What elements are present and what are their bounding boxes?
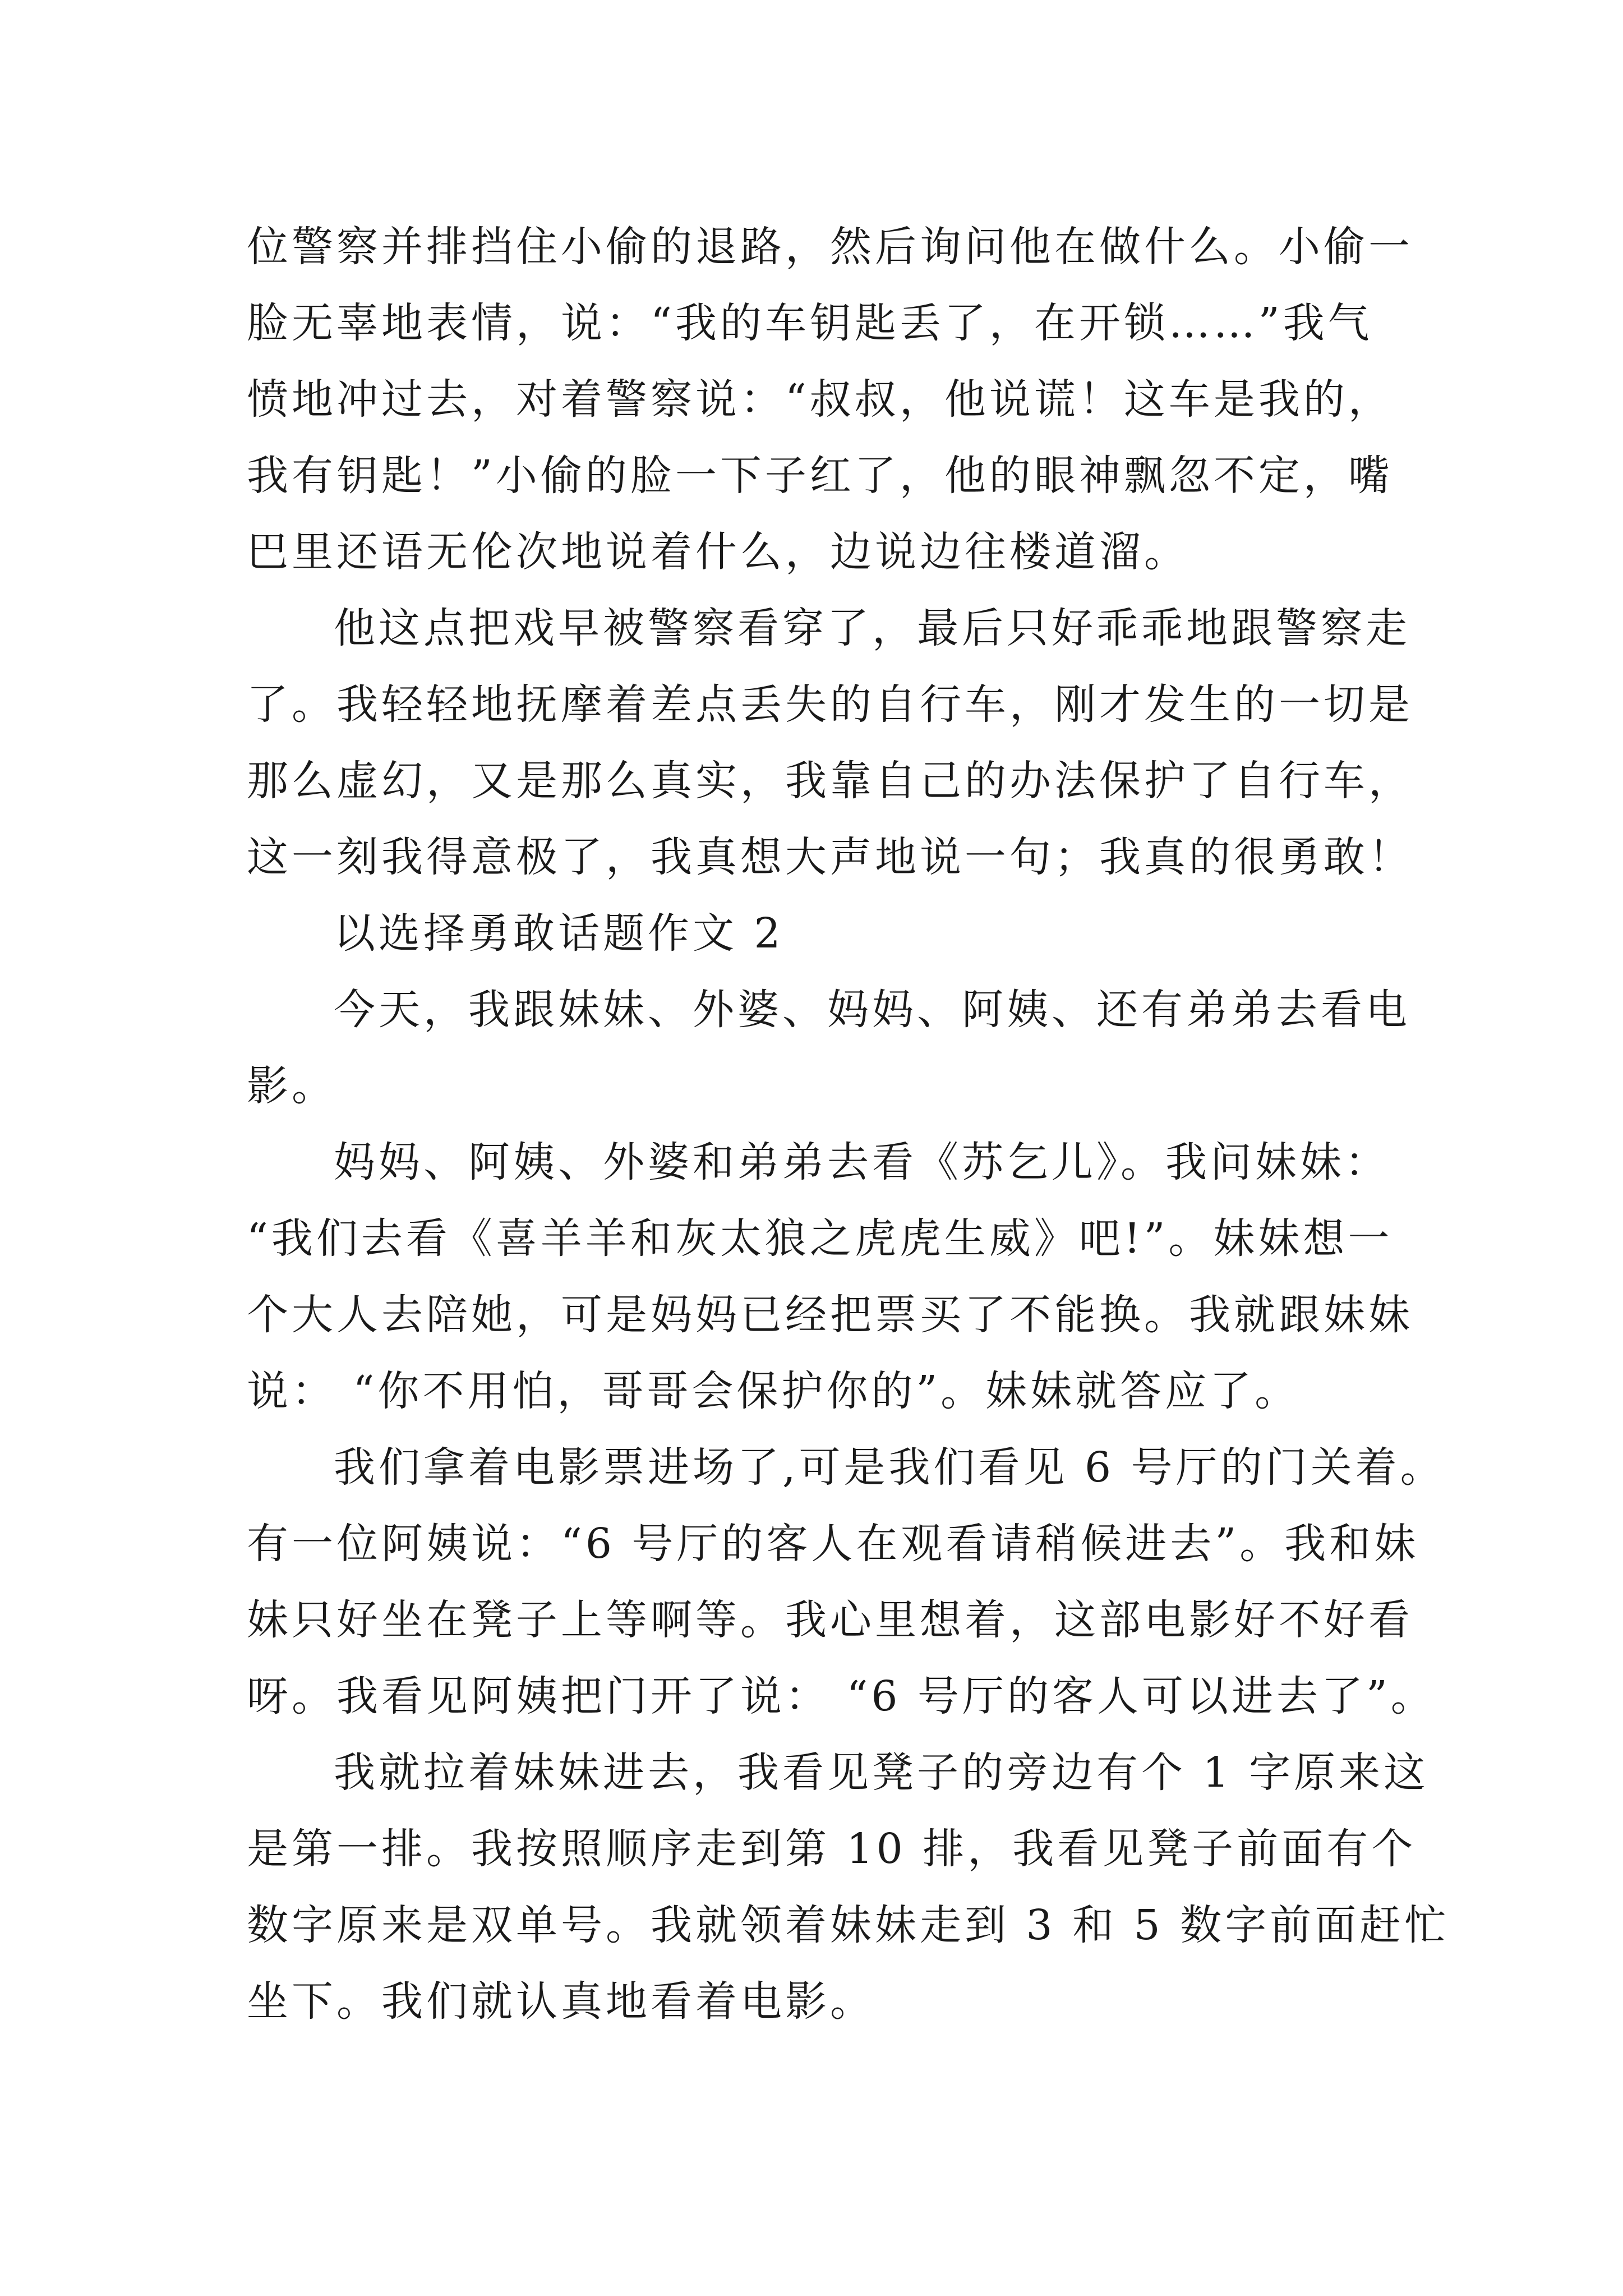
text-line: 我们拿着电影票进场了,可是我们看见 6 号厅的门关着。 bbox=[334, 1443, 1445, 1492]
text-line: 坐下。我们就认真地看着电影。 bbox=[247, 1977, 875, 2026]
text-line: 我有钥匙！”小偷的脸一下子红了，他的眼神飘忽不定，嘴 bbox=[247, 452, 1393, 500]
text-line: “我们去看《喜羊羊和灰太狼之虎虎生威》吧!”。妹妹想一 bbox=[247, 1214, 1393, 1263]
text-line: 他这点把戏早被警察看穿了，最后只好乖乖地跟警察走 bbox=[334, 604, 1410, 652]
text-line: 脸无辜地表情，说：“我的车钥匙丢了，在开锁……”我气 bbox=[247, 299, 1373, 347]
text-line: 影。 bbox=[247, 1062, 336, 1110]
text-line: 愤地冲过去，对着警察说：“叔叔，他说谎！这车是我的， bbox=[247, 375, 1393, 424]
text-line: 个大人去陪她，可是妈妈已经把票买了不能换。我就跟妹妹 bbox=[247, 1291, 1413, 1339]
text-line: 说： “你不用怕，哥哥会保护你的”。妹妹就答应了。 bbox=[247, 1367, 1300, 1415]
text-line: 今天，我跟妹妹、外婆、妈妈、阿姨、还有弟弟去看电 bbox=[334, 986, 1410, 1034]
text-line: 数字原来是双单号。我就领着妹妹走到 3 和 5 数字前面赶忙 bbox=[247, 1901, 1450, 1949]
text-line: 是第一排。我按照顺序走到第 10 排，我看见凳子前面有个 bbox=[247, 1825, 1417, 1873]
text-line: 巴里还语无伦次地说着什么，边说边往楼道溜。 bbox=[247, 528, 1189, 576]
text-line: 我就拉着妹妹进去，我看见凳子的旁边有个 1 字原来这 bbox=[334, 1749, 1429, 1797]
section-heading: 以选择勇敢话题作文 2 bbox=[334, 909, 784, 958]
text-line: 这一刻我得意极了，我真想大声地说一句；我真的很勇敢！ bbox=[247, 833, 1413, 881]
text-line: 妹只好坐在凳子上等啊等。我心里想着，这部电影好不好看 bbox=[247, 1596, 1413, 1644]
text-line: 妈妈、阿姨、外婆和弟弟去看《苏乞儿》。我问妹妹： bbox=[334, 1138, 1390, 1186]
text-line: 位警察并排挡住小偷的退路，然后询问他在做什么。小偷一 bbox=[247, 223, 1413, 271]
text-line: 呀。我看见阿姨把门开了说： “6 号厅的客人可以进去了”。 bbox=[247, 1672, 1436, 1720]
text-line: 那么虚幻，又是那么真实，我靠自己的办法保护了自行车， bbox=[247, 757, 1413, 805]
text-line: 了。我轻轻地抚摩着差点丢失的自行车，刚才发生的一切是 bbox=[247, 680, 1413, 729]
text-line: 有一位阿姨说：“6 号厅的客人在观看请稍候进去”。我和妹 bbox=[247, 1520, 1419, 1568]
